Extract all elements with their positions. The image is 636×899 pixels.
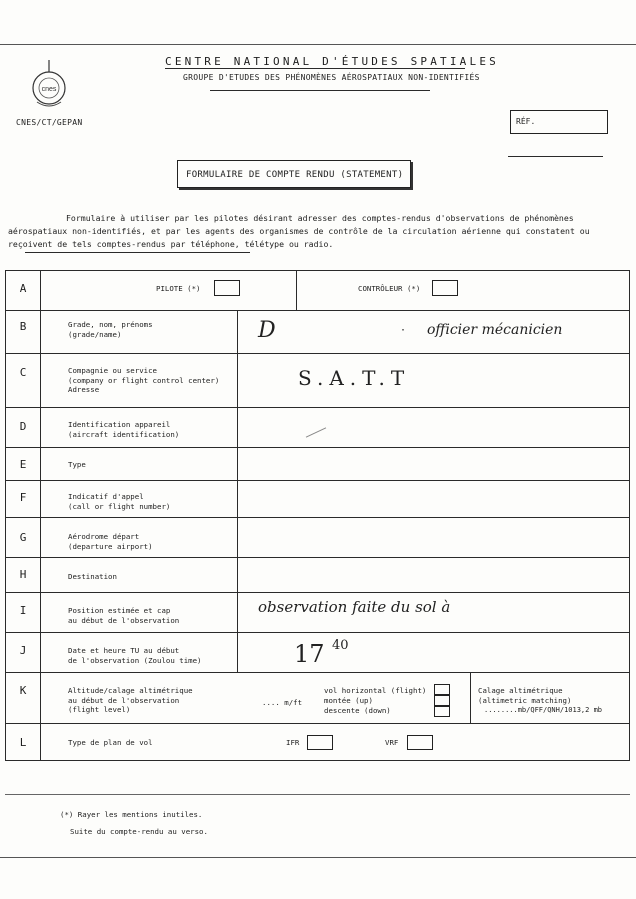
controleur-checkbox[interactable] — [432, 280, 458, 296]
row-letter-d: D — [19, 420, 27, 433]
row-label-d: Identification appareil (aircraft identification) — [68, 420, 180, 439]
row-line — [5, 270, 630, 271]
svg-text:cnes: cnes — [41, 86, 57, 93]
footer-suite: Suite du compte-rendu au verso. — [70, 827, 208, 836]
handwritten-function: officier mécanicien — [427, 322, 563, 338]
title-underline — [165, 68, 465, 69]
row-line — [5, 592, 630, 593]
table-left-border — [5, 270, 6, 760]
row-label-c: Compagnie ou service (company or flight control center) Adresse — [68, 366, 220, 394]
row-line — [5, 723, 630, 724]
ref-label: RÉF. — [516, 117, 536, 126]
pencil-mark — [306, 427, 326, 437]
row-letter-g: G — [19, 531, 27, 544]
letter-column-divider — [40, 270, 41, 760]
intro-paragraph: Formulaire à utiliser par les pilotes désirant adresser des comptes-rendus d'observations de phénomènes aérospatiaux non-identifiés, et par les agents des organismes de contrôle de la circulation aérienne qui constatent ou reçoivent de tels comptes-rendus par téléphone, télétype ou radio. — [8, 213, 590, 249]
bottom-border — [0, 857, 636, 858]
row-label-h: Destination — [68, 572, 117, 581]
ifr-label: IFR — [286, 738, 300, 747]
intro-underline — [25, 252, 250, 253]
org-subtitle: GROUPE D'ETUDES DES PHÉNOMÈNES AÉROSPATIAUX NON-IDENTIFIÉS — [183, 73, 480, 82]
org-title: CENTRE NATIONAL D'ÉTUDES SPATIALES — [165, 55, 499, 68]
footer-note: (*) Rayer les mentions inutiles. — [60, 810, 203, 819]
row-line — [5, 760, 630, 761]
row-line — [5, 310, 630, 311]
montee-checkbox[interactable] — [434, 695, 450, 706]
row-letter-l: L — [19, 736, 27, 749]
row-line — [5, 632, 630, 633]
calage-label: Calage altimétrique (altimetric matching) — [478, 686, 572, 705]
descente-checkbox[interactable] — [434, 706, 450, 717]
row-label-l: Type de plan de vol — [68, 738, 153, 747]
handwritten-company: S.A.T.T — [298, 366, 411, 390]
vrf-label: VRF — [385, 738, 399, 747]
row-line — [5, 480, 630, 481]
row-line — [5, 557, 630, 558]
row-letter-j: J — [19, 644, 27, 657]
cnes-logo — [22, 58, 76, 114]
hand-dot: · — [400, 325, 407, 336]
pilote-label: PILOTE (*) — [156, 284, 201, 293]
row-letter-e: E — [19, 458, 27, 471]
ifr-checkbox[interactable] — [307, 735, 333, 750]
row-letter-k: K — [19, 684, 27, 697]
vol-horizontal-checkbox[interactable] — [434, 684, 450, 695]
row-line — [5, 672, 630, 673]
value-column-divider — [237, 310, 238, 672]
row-label-e: Type — [68, 460, 86, 469]
calage-divider — [470, 672, 471, 723]
row-label-g: Aérodrome départ (departure airport) — [68, 532, 153, 551]
row-line — [5, 353, 630, 354]
handwritten-grade: D — [258, 318, 276, 343]
handwritten-time: 17 — [294, 640, 325, 668]
altitude-unit: .... m/ft — [262, 698, 303, 707]
row-letter-a: A — [19, 282, 27, 295]
vol-horizontal-label: vol horizontal (flight) — [324, 686, 427, 695]
row-label-i: Position estimée et cap au début de l'observation — [68, 606, 180, 625]
row-letter-b: B — [19, 320, 27, 333]
pilote-checkbox[interactable] — [214, 280, 240, 296]
row-label-b: Grade, nom, prénoms (grade/name) — [68, 320, 153, 339]
logo-caption: CNES/CT/GEPAN — [16, 118, 83, 127]
row-line — [5, 517, 630, 518]
row-letter-c: C — [19, 366, 27, 379]
descente-label: descente (down) — [324, 706, 391, 715]
calage-value: ........mb/QFF/QNH/1013,2 mb — [484, 706, 603, 714]
row-label-j: Date et heure TU au début de l'observation (Zoulou time) — [68, 646, 202, 665]
row-letter-f: F — [19, 491, 27, 504]
row-label-k: Altitude/calage altimétrique au début de l'observation (flight level) — [68, 686, 193, 714]
ref-line — [508, 156, 603, 157]
table-right-border — [629, 270, 630, 760]
controleur-label: CONTRÔLEUR (*) — [358, 284, 421, 293]
row-line — [5, 447, 630, 448]
subtitle-underline — [210, 90, 430, 91]
row-letter-h: H — [19, 568, 27, 581]
top-border — [0, 44, 636, 45]
row-letter-i: I — [19, 604, 27, 617]
handwritten-time-minutes: 40 — [332, 638, 349, 653]
row-a-divider — [296, 270, 297, 310]
footer-separator — [5, 794, 630, 795]
vrf-checkbox[interactable] — [407, 735, 433, 750]
form-title: FORMULAIRE DE COMPTE RENDU (STATEMENT) — [186, 170, 404, 180]
row-line — [5, 407, 630, 408]
handwritten-position: observation faite du sol à — [258, 598, 451, 616]
row-label-f: Indicatif d'appel (call or flight number) — [68, 492, 171, 511]
montee-label: montée (up) — [324, 696, 373, 705]
